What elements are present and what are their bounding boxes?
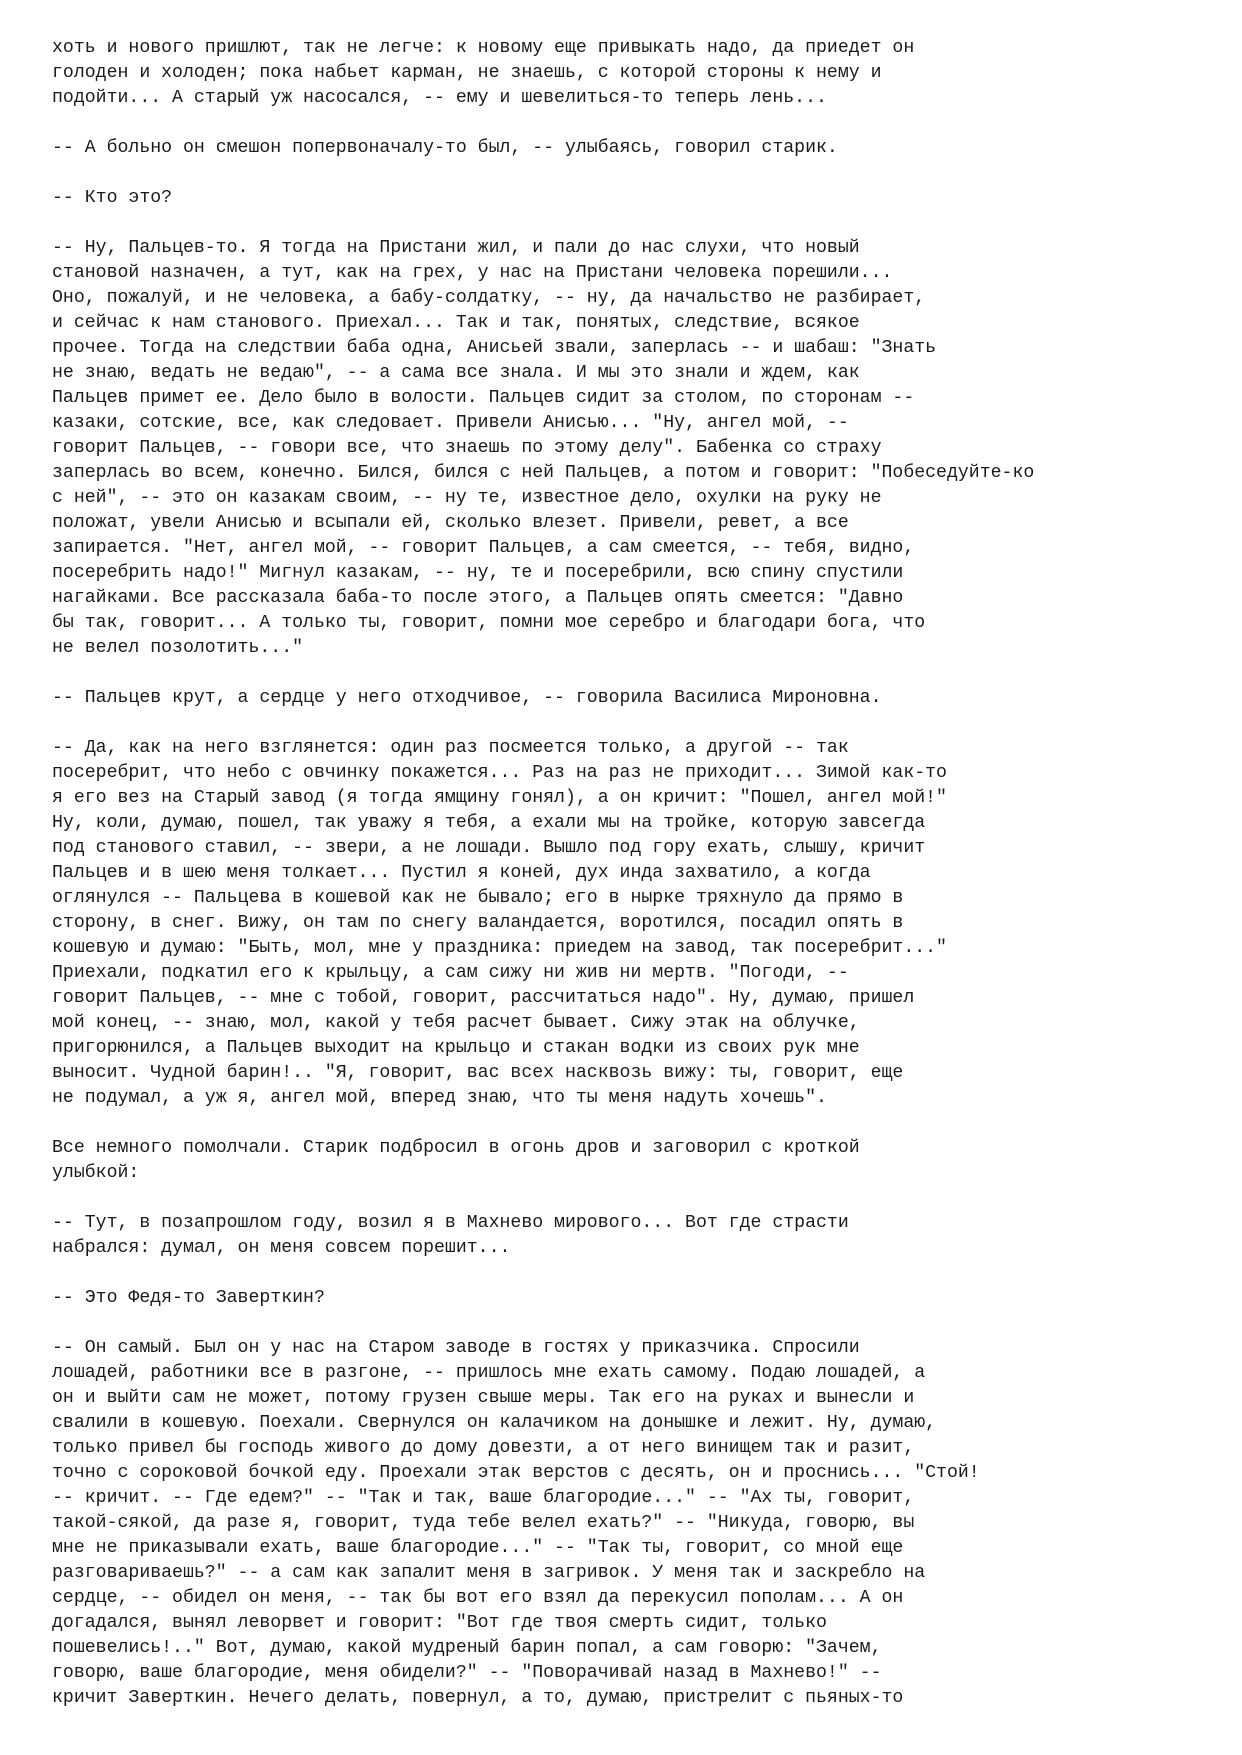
paragraph-gap bbox=[52, 1261, 1232, 1286]
text-line: улыбкой: bbox=[52, 1163, 140, 1183]
text-line: только привел бы господь живого до дому довезти, а от него винищем так и разит, bbox=[52, 1438, 915, 1458]
paragraph-gap bbox=[52, 111, 1232, 136]
text-line: бы так, говорит... А только ты, говорит, помни мое серебро и благодари бога, что bbox=[52, 613, 926, 633]
text-line: догадался, вынял леворвет и говорит: "Вот где твоя смерть сидит, только bbox=[52, 1613, 827, 1633]
text-line: -- кричит. -- Где едем?" -- "Так и так, ваше благородие..." -- "Ах ты, говорит, bbox=[52, 1488, 915, 1508]
text-line: -- Это Федя-то Заверткин? bbox=[52, 1288, 325, 1308]
text-line: сердце, -- обидел он меня, -- так бы вот его взял да перекусил пополам... А он bbox=[52, 1588, 904, 1608]
text-line: -- Он самый. Был он у нас на Старом заводе в гостях у приказчика. Спросили bbox=[52, 1338, 860, 1358]
text-line: прочее. Тогда на следствии баба одна, Анисьей звали, заперлась -- и шабаш: "Знать bbox=[52, 338, 937, 358]
text-line: -- Кто это? bbox=[52, 188, 173, 208]
text-line: он и выйти сам не может, потому грузен свыше меры. Так его на руках и вынесли и bbox=[52, 1388, 915, 1408]
paragraph bbox=[52, 1136, 1232, 1186]
text-line: мой конец, -- знаю, мол, какой у тебя расчет бывает. Сижу этак на облучке, bbox=[52, 1013, 860, 1033]
text-line: пошевелись!.." Вот, думаю, какой мудреный барин попал, а сам говорю: "Зачем, bbox=[52, 1638, 882, 1658]
text-line: и сейчас к нам станового. Приехал... Так и так, понятых, следствие, всякое bbox=[52, 313, 860, 333]
text-line: становой назначен, а тут, как на грех, у нас на Пристани человека порешили... bbox=[52, 263, 893, 283]
paragraph bbox=[52, 1286, 1232, 1311]
text-line: мне не приказывали ехать, ваше благородие..." -- "Так ты, говорит, со мной еще bbox=[52, 1538, 904, 1558]
paragraph-gap bbox=[52, 661, 1232, 686]
text-line: не знаю, ведать не ведаю", -- а сама все знала. И мы это знали и ждем, как bbox=[52, 363, 860, 383]
document-page bbox=[52, 36, 1232, 1711]
paragraph bbox=[52, 236, 1232, 661]
paragraph-gap bbox=[52, 1186, 1232, 1211]
text-line: говорит Пальцев, -- мне с тобой, говорит, рассчитаться надо". Ну, думаю, пришел bbox=[52, 988, 915, 1008]
paragraph bbox=[52, 1211, 1232, 1261]
paragraph bbox=[52, 36, 1232, 111]
text-line: Пальцев и в шею меня толкает... Пустил я коней, дух инда захватило, а когда bbox=[52, 863, 871, 883]
text-line: точно с сороковой бочкой еду. Проехали этак верстов с десять, он и проснись... "Стой! bbox=[52, 1463, 980, 1483]
text-line: -- Ну, Пальцев-то. Я тогда на Пристани жил, и пали до нас слухи, что новый bbox=[52, 238, 860, 258]
paragraph bbox=[52, 1336, 1232, 1711]
paragraph-gap bbox=[52, 211, 1232, 236]
paragraph bbox=[52, 686, 1232, 711]
text-line: хоть и нового пришлют, так не легче: к новому еще привыкать надо, да приедет он bbox=[52, 38, 915, 58]
text-line: говорю, ваше благородие, меня обидели?" -- "Поворачивай назад в Махнево!" -- bbox=[52, 1663, 882, 1683]
text-line: нагайками. Все рассказала баба-то после этого, а Пальцев опять смеется: "Давно bbox=[52, 588, 904, 608]
text-line: запирается. "Нет, ангел мой, -- говорит Пальцев, а сам смеется, -- тебя, видно, bbox=[52, 538, 915, 558]
text-line: -- Тут, в позапрошлом году, возил я в Махнево мирового... Вот где страсти bbox=[52, 1213, 849, 1233]
text-line: Приехали, подкатил его к крыльцу, а сам сижу ни жив ни мертв. "Погоди, -- bbox=[52, 963, 849, 983]
text-line: Ну, коли, думаю, пошел, так уважу я тебя, а ехали мы на тройке, которую завсегда bbox=[52, 813, 926, 833]
text-line: я его вез на Старый завод (я тогда ямщину гонял), а он кричит: "Пошел, ангел мой!" bbox=[52, 788, 947, 808]
text-line: голоден и холоден; пока набьет карман, не знаешь, с которой стороны к нему и bbox=[52, 63, 882, 83]
text-line: свалили в кошевую. Поехали. Свернулся он калачиком на донышке и лежит. Ну, думаю, bbox=[52, 1413, 937, 1433]
paragraph bbox=[52, 136, 1232, 161]
paragraph-gap bbox=[52, 1311, 1232, 1336]
text-line: набрался: думал, он меня совсем порешит... bbox=[52, 1238, 511, 1258]
text-line: под станового ставил, -- звери, а не лошади. Вышло под гору ехать, слышу, кричит bbox=[52, 838, 926, 858]
text-line: кошевую и думаю: "Быть, мол, мне у праздника: приедем на завод, так посеребрит..." bbox=[52, 938, 947, 958]
text-line: -- Да, как на него взглянется: один раз посмеется только, а другой -- так bbox=[52, 738, 849, 758]
text-line: Все немного помолчали. Старик подбросил в огонь дров и заговорил с кроткой bbox=[52, 1138, 860, 1158]
paragraph bbox=[52, 736, 1232, 1111]
text-line: с ней", -- это он казакам своим, -- ну те, известное дело, охулки на руку не bbox=[52, 488, 882, 508]
text-line: не подумал, а уж я, ангел мой, вперед знаю, что ты меня надуть хочешь". bbox=[52, 1088, 827, 1108]
text-line: лошадей, работники все в разгоне, -- пришлось мне ехать самому. Подаю лошадей, а bbox=[52, 1363, 926, 1383]
text-line: -- А больно он смешон попервоначалу-то был, -- улыбаясь, говорил старик. bbox=[52, 138, 838, 158]
paragraph-gap bbox=[52, 161, 1232, 186]
text-line: не велел позолотить..." bbox=[52, 638, 304, 658]
paragraph-gap bbox=[52, 711, 1232, 736]
text-line: заперлась во всем, конечно. Бился, бился с ней Пальцев, а потом и говорит: "Побеседуйте-ко bbox=[52, 463, 1035, 483]
text-line: выносит. Чудной барин!.. "Я, говорит, вас всех насквозь вижу: ты, говорит, еще bbox=[52, 1063, 904, 1083]
text-line: сторону, в снег. Вижу, он там по снегу валандается, воротился, посадил опять в bbox=[52, 913, 904, 933]
text-line: Пальцев примет ее. Дело было в волости. Пальцев сидит за столом, по сторонам -- bbox=[52, 388, 915, 408]
text-line: -- Пальцев крут, а сердце у него отходчивое, -- говорила Василиса Мироновна. bbox=[52, 688, 882, 708]
text-line: казаки, сотские, все, как следовает. Привели Анисью... "Ну, ангел мой, -- bbox=[52, 413, 849, 433]
text-line: посеребрит, что небо с овчинку покажется... Раз на раз не приходит... Зимой как-то bbox=[52, 763, 947, 783]
text-line: подойти... А старый уж насосался, -- ему и шевелиться-то теперь лень... bbox=[52, 88, 827, 108]
text-line: разговариваешь?" -- а сам как запалит меня в загривок. У меня так и заскребло на bbox=[52, 1563, 926, 1583]
text-line: Оно, пожалуй, и не человека, а бабу-солдатку, -- ну, да начальство не разбирает, bbox=[52, 288, 926, 308]
text-line: пригорюнился, а Пальцев выходит на крыльцо и стакан водки из своих рук мне bbox=[52, 1038, 860, 1058]
text-line: посеребрить надо!" Мигнул казакам, -- ну, те и посеребрили, всю спину спустили bbox=[52, 563, 904, 583]
text-line: говорит Пальцев, -- говори все, что знаешь по этому делу". Бабенка со страху bbox=[52, 438, 882, 458]
text-line: положат, увели Анисью и всыпали ей, сколько влезет. Привели, ревет, а все bbox=[52, 513, 849, 533]
paragraph bbox=[52, 186, 1232, 211]
text-line: кричит Заверткин. Нечего делать, повернул, а то, думаю, пристрелит с пьяных-то bbox=[52, 1688, 904, 1708]
paragraph-gap bbox=[52, 1111, 1232, 1136]
text-line: оглянулся -- Пальцева в кошевой как не бывало; его в нырке тряхнуло да прямо в bbox=[52, 888, 904, 908]
text-line: такой-сякой, да разе я, говорит, туда тебе велел ехать?" -- "Никуда, говорю, вы bbox=[52, 1513, 915, 1533]
